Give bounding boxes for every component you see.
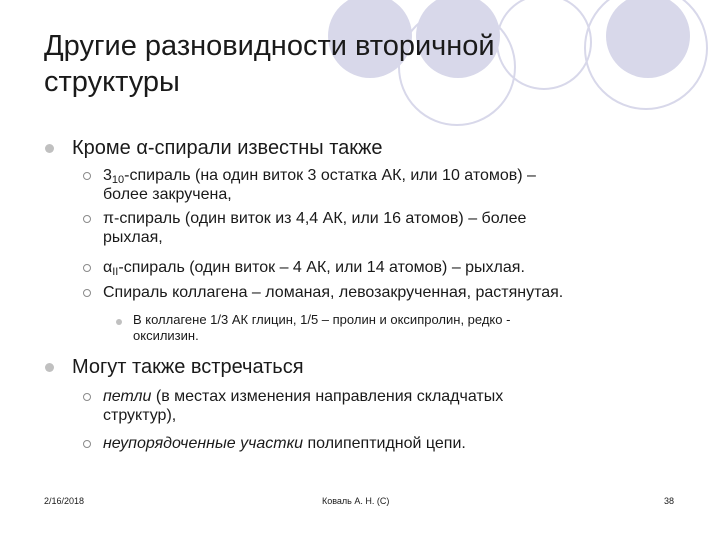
list-item-disordered: неупорядоченные участки полипептидной цепи.: [103, 435, 466, 452]
footer-author: Коваль А. Н. (C): [322, 496, 390, 506]
collagen-note-line2: оксилизин.: [133, 328, 199, 343]
bullet-dot: [45, 363, 54, 372]
sub-bullet-ring: [83, 440, 91, 448]
sub-bullet-ring: [83, 264, 91, 272]
slide-title: Другие разновидности вторичной структуры: [44, 30, 495, 98]
collagen-note-line1: В коллагене 1/3 АК глицин, 1/5 – пролин и оксипролин, редко -: [133, 312, 511, 327]
bullet-dot: [45, 144, 54, 153]
bullet-text-2: Могут также встречаться: [72, 356, 304, 378]
list-item-loops-cont: структур),: [103, 407, 177, 424]
list-item-3-10-helix: $3_{10}$-спираль (на один виток 3 остатка АК, или 10 атомов) –: [103, 167, 536, 186]
footer-page-number: 38: [664, 496, 675, 506]
sub-bullet-ring: [83, 215, 91, 223]
list-item-loops: петли (в местах изменения направления складчатых: [103, 388, 504, 405]
sub-bullet-ring: [83, 289, 91, 297]
list-item-alpha-ii-helix: $\alpha_{II}$-спираль (один виток – 4 АК, или 14 атомов) – рыхлая.: [103, 259, 525, 278]
bullet-text-1: Кроме α-спирали известны также: [72, 137, 383, 159]
sub-sub-bullet-dot: [116, 319, 122, 325]
list-item-collagen-helix: Спираль коллагена – ломаная, левозакрученная, растянутая.: [103, 284, 564, 301]
footer-date: 2/16/2018: [44, 496, 85, 506]
list-item-pi-helix-cont: рыхлая,: [103, 229, 163, 246]
list-item-pi-helix: π-спираль (один виток из 4,4 АК, или 16 атомов) – более: [103, 210, 527, 227]
sub-bullet-ring: [83, 393, 91, 401]
sub-bullet-ring: [83, 172, 91, 180]
list-item-3-10-helix-cont: более закручена,: [103, 186, 232, 203]
